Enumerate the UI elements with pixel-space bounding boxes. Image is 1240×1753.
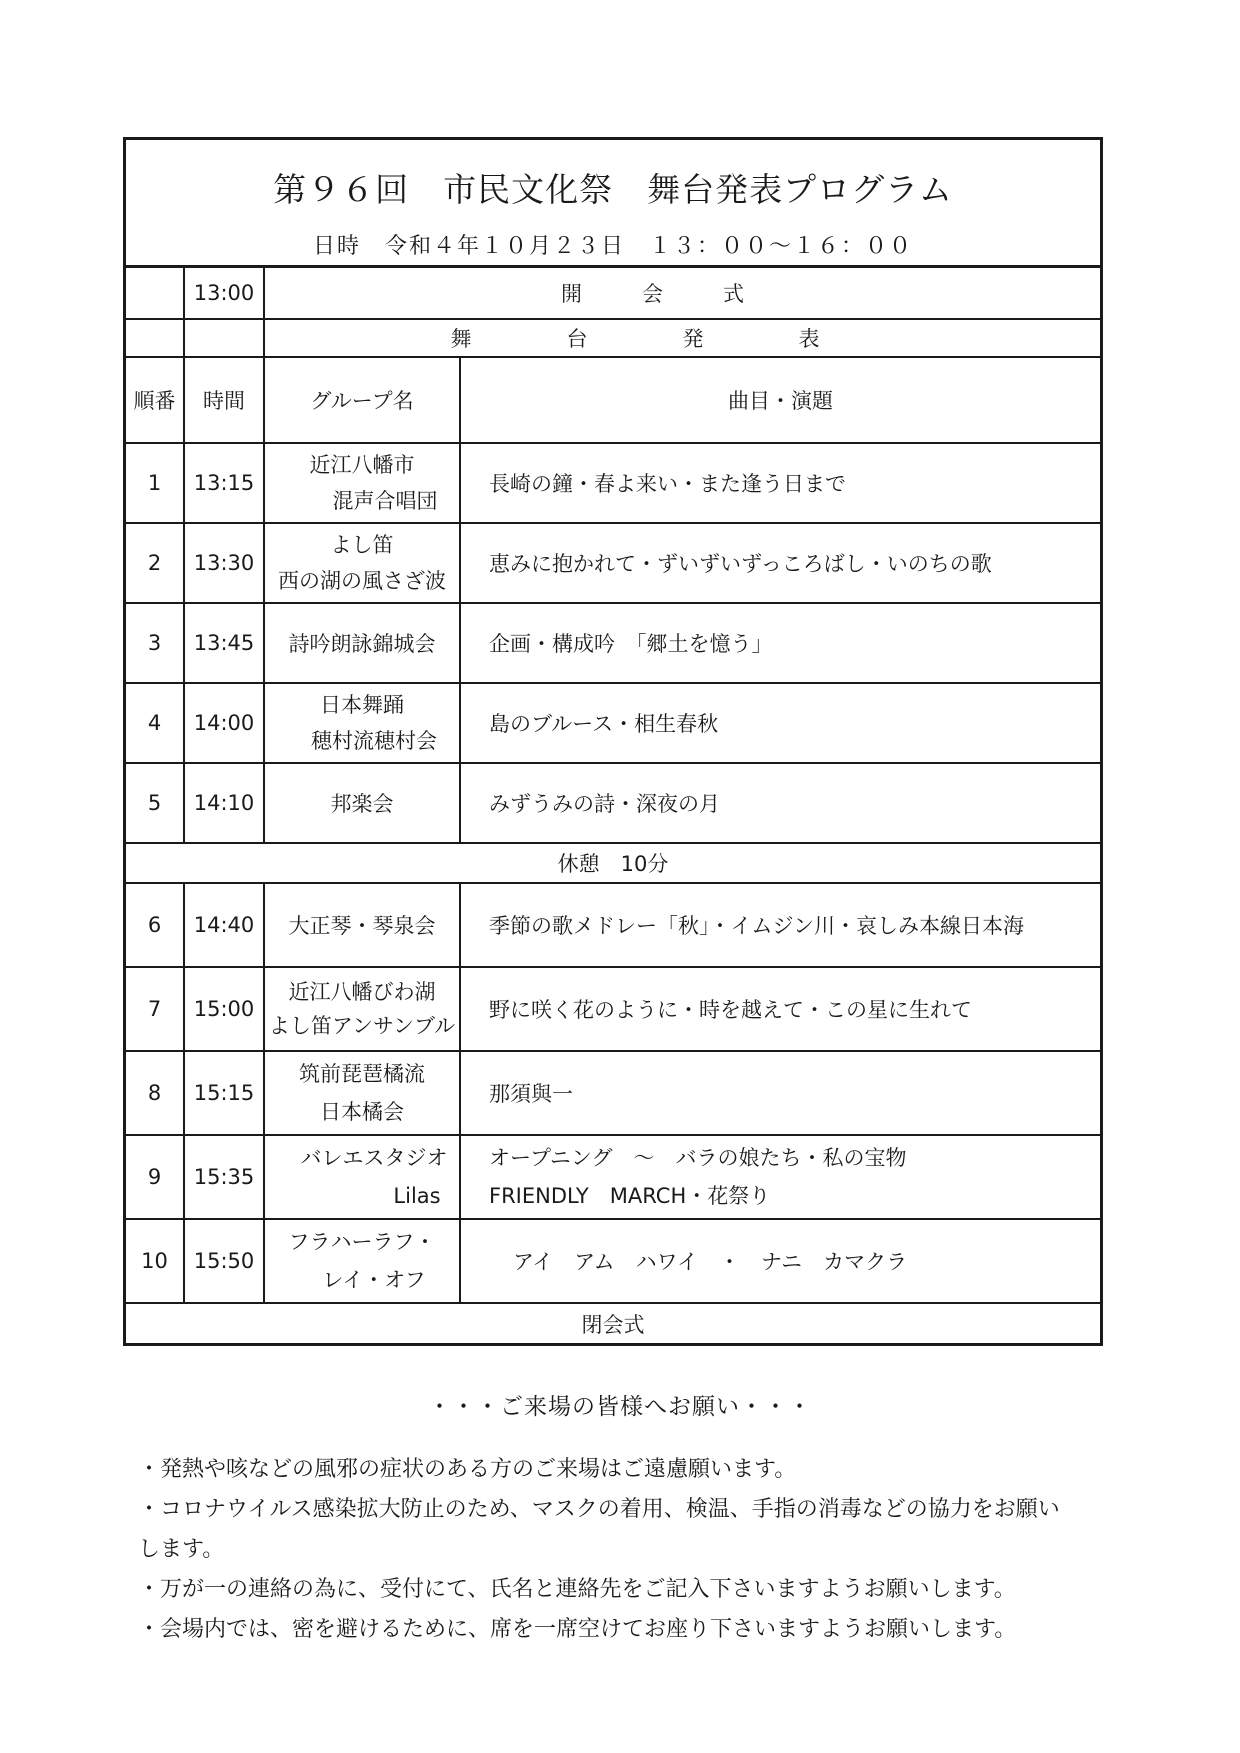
table-row (126, 523, 1100, 603)
notice-item: ・発熱や咳などの風邪の症状のある方のご来場はご遠慮願います。 (138, 1457, 797, 1482)
notice-item: ・万が一の連絡の為に、受付にて、氏名と連絡先をご記入下さいますようお願いします。 (138, 1577, 1016, 1602)
closing-row (126, 1303, 1100, 1343)
order-cell: 6 (126, 883, 184, 967)
table-row (126, 683, 1100, 763)
time-cell: 13:30 (184, 523, 264, 603)
notice-item: します。 (138, 1537, 225, 1562)
column-header-row (126, 357, 1100, 443)
group-line-1: フラハーラフ・ (288, 1230, 436, 1254)
piece-cell: 恵みに抱かれて・ずいずいずっころばし・いのちの歌 (460, 523, 1100, 603)
break-label: 休憩 10分 (126, 843, 1100, 883)
piece-cell: 那須與一 (460, 1051, 1100, 1135)
group-line-2: よし笛アンサンブル (268, 1014, 456, 1038)
order-cell: 8 (126, 1051, 184, 1135)
closing-label: 閉会式 (126, 1303, 1100, 1343)
table-row (126, 1135, 1100, 1219)
order-cell: 4 (126, 683, 184, 763)
program-header (126, 140, 1100, 268)
piece-cell: 野に咲く花のように・時を越えて・この星に生れて (460, 967, 1100, 1051)
piece-line-2: FRIENDLY MARCH・花祭り (489, 1184, 771, 1208)
piece-cell: アイ アム ハワイ ・ ナニ カマクラ (460, 1219, 1100, 1303)
time-cell: 14:00 (184, 683, 264, 763)
order-cell: 9 (126, 1135, 184, 1219)
time-cell: 15:35 (184, 1135, 264, 1219)
piece-cell: 島のブルース・相生春秋 (460, 683, 1100, 763)
page-title: 第９６回 市民文化祭 舞台発表プログラム (273, 170, 953, 209)
piece-cell: 長崎の鐘・春よ来い・また逢う日まで (460, 443, 1100, 523)
order-cell: 7 (126, 967, 184, 1051)
group-cell (264, 1051, 460, 1135)
column-header-order: 順番 (126, 357, 184, 443)
time-cell: 13:45 (184, 603, 264, 683)
program-table-frame (123, 137, 1103, 1346)
group-cell (264, 967, 460, 1051)
group-line-1: 日本舞踊 (320, 693, 404, 717)
table-row (126, 1219, 1100, 1303)
order-cell: 3 (126, 603, 184, 683)
break-row (126, 843, 1100, 883)
notice-title: ・・・ご来場の皆様へお願い・・・ (428, 1394, 812, 1420)
group-line-1: 近江八幡びわ湖 (288, 980, 436, 1004)
group-line-1: よし笛 (330, 533, 394, 557)
group-line-1: 近江八幡市 (309, 453, 415, 477)
table-row (126, 603, 1100, 683)
group-cell: 詩吟朗詠錦城会 (264, 603, 460, 683)
group-line-2: 西の湖の風さざ波 (278, 569, 446, 593)
group-line-2: 日本橘会 (320, 1100, 404, 1124)
stage-row (126, 319, 1100, 357)
empty-cell (126, 319, 184, 357)
column-header-group: グループ名 (264, 357, 460, 443)
empty-cell (126, 268, 184, 319)
piece-cell: みずうみの詩・深夜の月 (460, 763, 1100, 843)
stage-label: 舞台発表 (264, 319, 1100, 357)
notice-list (138, 1450, 1110, 1650)
group-cell (264, 683, 460, 763)
opening-label: 開会式 (264, 268, 1100, 319)
group-line-2: 穂村流穂村会 (311, 729, 437, 753)
group-cell (264, 1219, 460, 1303)
time-cell: 14:10 (184, 763, 264, 843)
group-cell (264, 523, 460, 603)
table-row (126, 1051, 1100, 1135)
table-row (126, 443, 1100, 523)
table-row (126, 763, 1100, 843)
group-line-2: レイ・オフ (322, 1268, 426, 1292)
notice-item: ・会場内では、密を避けるために、席を一席空けてお座り下さいますようお願いします。 (138, 1617, 1017, 1642)
group-line-1: 筑前琵琶橘流 (299, 1062, 425, 1086)
order-cell: 10 (126, 1219, 184, 1303)
column-header-piece: 曲目・演題 (460, 357, 1100, 443)
piece-cell: 季節の歌メドレー「秋」・イムジン川・哀しみ本線日本海 (460, 883, 1100, 967)
order-cell: 5 (126, 763, 184, 843)
order-cell: 2 (126, 523, 184, 603)
group-cell: 大正琴・琴泉会 (264, 883, 460, 967)
time-cell: 15:00 (184, 967, 264, 1051)
table-row (126, 883, 1100, 967)
order-cell: 1 (126, 443, 184, 523)
opening-row (126, 268, 1100, 319)
time-cell: 13:15 (184, 443, 264, 523)
table-row (126, 967, 1100, 1051)
group-cell: 邦楽会 (264, 763, 460, 843)
time-cell: 15:15 (184, 1051, 264, 1135)
program-table (126, 268, 1100, 1343)
time-cell: 15:50 (184, 1219, 264, 1303)
group-cell (264, 1135, 460, 1219)
piece-line-1: オープニング 〜 バラの娘たち・私の宝物 (489, 1146, 907, 1170)
group-line-2: 混声合唱団 (332, 489, 438, 513)
notice-item: ・コロナウイルス感染拡大防止のため、マスクの着用、検温、手指の消毒などの協力をお願い (138, 1497, 1060, 1522)
event-datetime: 日時 令和４年１０月２３日 １３：００〜１６：００ (312, 234, 913, 259)
empty-cell (184, 319, 264, 357)
opening-time: 13:00 (184, 268, 264, 319)
piece-cell (460, 1135, 1100, 1219)
piece-cell: 企画・構成吟 「郷土を憶う」 (460, 603, 1100, 683)
group-line-2: Lilas (393, 1184, 441, 1208)
group-line-1: バレエスタジオ (300, 1146, 448, 1170)
time-cell: 14:40 (184, 883, 264, 967)
group-cell (264, 443, 460, 523)
column-header-time: 時間 (184, 357, 264, 443)
